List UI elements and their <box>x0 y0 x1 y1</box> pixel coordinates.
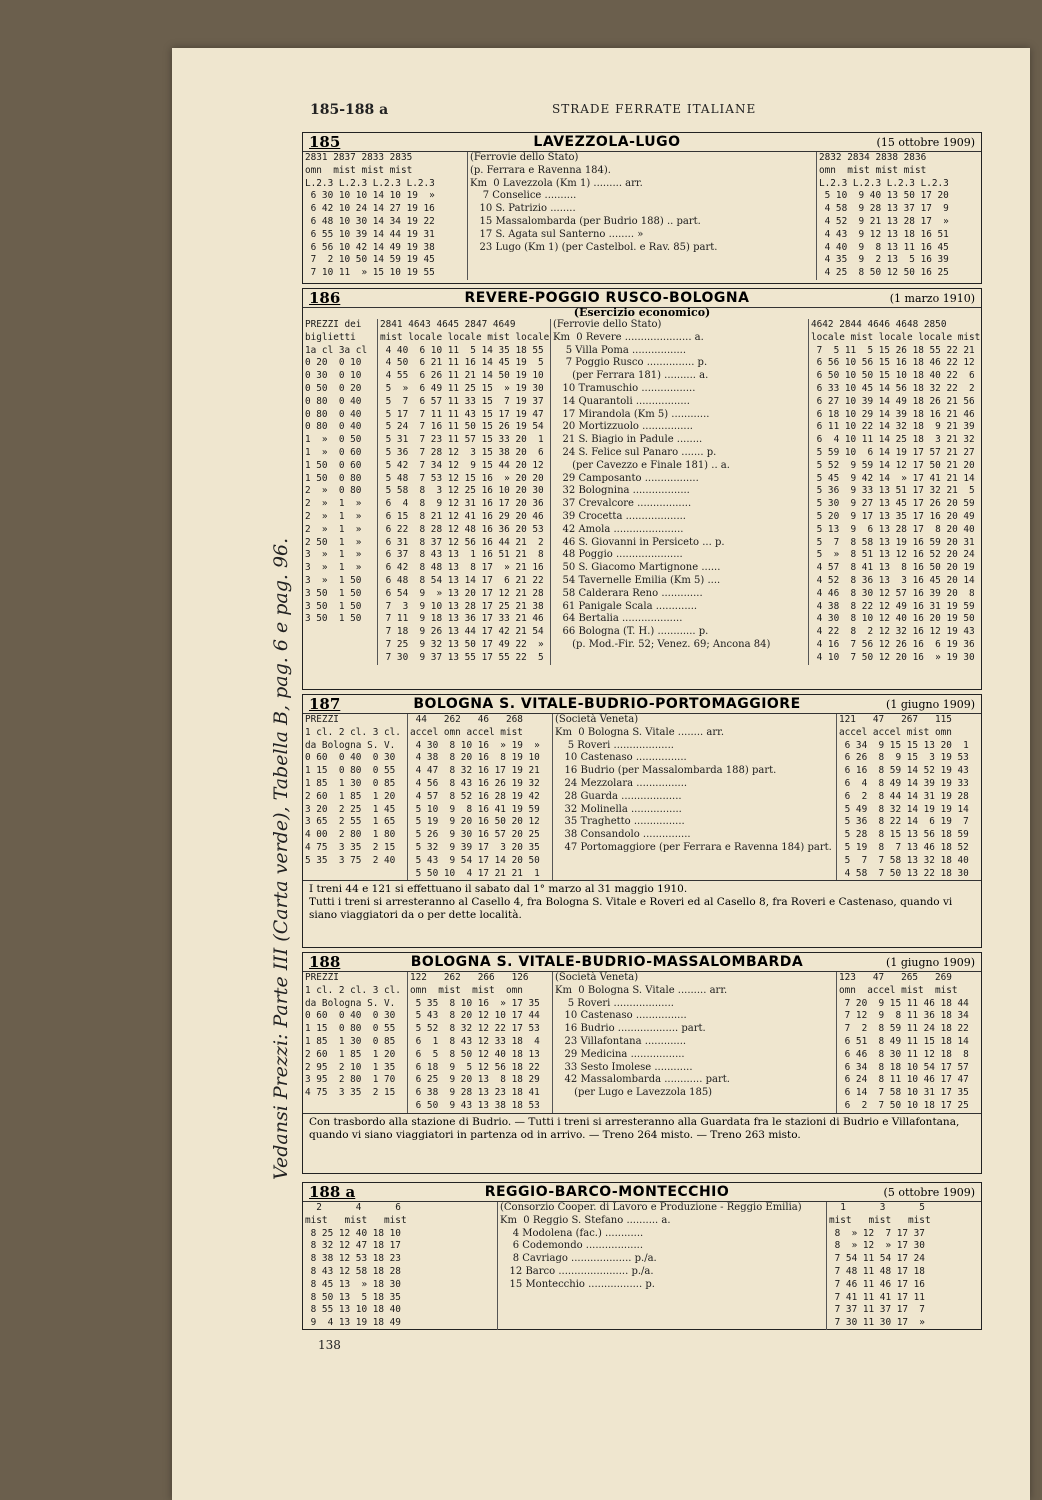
table-187 <box>302 694 982 948</box>
up-trains: 123 47 265 269 omn accel mist mist 7 20 9 15 11 46 18 44 7 12 9 8 11 36 18 34 7 2 8 59 11 24 18 22 6 51 8 49 11 15 18 14 6 46 8 30 11 12 18 8 6 34 8 18 10 54 17 57 6 24 8 11 10 46 17 47 6 14 7 58 10 31 17 35 6 2 7 50 10 18 17 25 <box>839 972 969 1111</box>
page-header <box>310 102 980 118</box>
table-title: BOLOGNA S. VITALE-BUDRIO-PORTOMAGGIORE <box>413 696 801 712</box>
fares: PREZZI 1 cl. 2 cl. 3 cl. da Bologna S. V. 0 60 0 40 0 30 1 15 0 80 0 55 1 85 1 30 0 85 2 60 1 85 1 20 2 95 2 10 1 35 3 95 2 80 1 70 4 75 3 35 2 15 <box>303 972 408 1113</box>
table-date: (1 marzo 1910) <box>889 291 975 305</box>
table-number: 188 <box>309 953 341 971</box>
table-185 <box>302 132 982 284</box>
table-title: LAVEZZOLA-LUGO <box>533 134 681 150</box>
note-line-1: I treni 44 e 121 si effettuano il sabato dal 1° marzo al 31 maggio 1910. <box>309 883 688 896</box>
table-date: (1 giugno 1909) <box>886 955 975 969</box>
table-title: REVERE-POGGIO RUSCO-BOLOGNA <box>464 290 750 306</box>
table-title: REGGIO-BARCO-MONTECCHIO <box>484 1184 730 1200</box>
table-186 <box>302 288 982 690</box>
table-subtitle: (Esercizio economico) <box>573 306 711 319</box>
down-trains: 2831 2837 2833 2835 omn mist mist mist L.2.3 L.2.3 L.2.3 L.2.3 6 30 10 10 14 10 19 » 6 42 10 24 14 27 19 16 6 48 10 30 14 34 19 22 6 55 10 39 14 44 19 31 6 56 10 42 14 49 19 38 7 2 10 50 14 59 19 45 7 10 11 » 15 10 19 55 <box>303 152 468 280</box>
table-188a-body <box>303 1202 981 1330</box>
table-date: (5 ottobre 1909) <box>883 1185 975 1199</box>
side-note-text: Vedansi Prezzi: Parte III (Carta verde), Tabella B, pag. 6 e pag. 96. <box>270 537 292 1180</box>
page-number: 138 <box>318 1338 341 1352</box>
table-188-body <box>303 972 981 1113</box>
table-note: Con trasbordo alla stazione di Budrio. — Tutti i treni si arresteranno alla Guardata fra le stazioni di Budrio e Villafontana, quando vi siano viaggiatori in partenza od in arrivo. — Treno 264 misto. — Treno 263 misto. <box>303 1113 981 1144</box>
table-188a <box>302 1182 982 1330</box>
table-186-body <box>303 319 981 665</box>
table-188 <box>302 952 982 1174</box>
running-title: STRADE FERRATE ITALIANE <box>551 102 757 116</box>
table-185-header <box>303 133 981 152</box>
table-number: 186 <box>309 289 341 307</box>
page-range: 185-188 a <box>310 102 389 118</box>
down-trains: 2 4 6 mist mist mist 8 25 12 40 18 10 8 32 12 47 18 17 8 38 12 53 18 23 8 43 12 58 18 28 8 45 13 » 18 30 8 50 13 5 18 35 8 55 13 10 18 40 9 4 13 19 18 49 <box>303 1202 498 1330</box>
fares: PREZZI 1 cl. 2 cl. 3 cl. da Bologna S. V. 0 60 0 40 0 30 1 15 0 80 0 55 1 85 1 30 0 85 2 60 1 85 1 20 3 20 2 25 1 45 3 65 2 55 1 65 4 00 2 80 1 80 4 75 3 35 2 15 5 35 3 75 2 40 <box>303 714 408 880</box>
stations: (Ferrovie dello Stato) (p. Ferrara e Ravenna 184). Km 0 Lavezzola (Km 1) ......... arr. 7 Conselice .......... 10 S. Patrizio ........ 15 Massalombarda (per Budrio 188) .. part. 17 S. Agata sul Santerno ........ » 23 Lugo (Km 1) (per Castelbol. e Rav. 85) part. <box>468 152 817 280</box>
table-number: 187 <box>309 695 341 713</box>
stations: (Consorzio Cooper. di Lavoro e Produzione - Reggio Emilia) Km 0 Reggio S. Stefano .......... a. 4 Modolena (fac.) ............ 6 Codemondo .................. 8 Cavriago ................... p./a. 12 Barco ...................... p./a. 15 Montecchio ................. p. <box>498 1202 827 1330</box>
side-note <box>262 300 302 1180</box>
table-date: (1 giugno 1909) <box>886 697 975 711</box>
stations: (Ferrovie dello Stato) Km 0 Revere ..................... a. 5 Villa Poma ................. 7 Poggio Rusco ............... p. (per Ferrara 181) .......... a. 10 Tramuschio ................. 14 Quarantoli ................. 17 Mirandola (Km 5) ............ 20 Mortizzuolo ................ 21 S. Biagio in Padule ........ 24 S. Felice sul Panaro ....... p. (per Cavezzo e Finale 181) .. a. 29 Camposanto ................. 32 Bolognina .................. 37 Crevalcore ................. 39 Crocetta ................... 42 Amola ...................... 46 S. Giovanni in Persiceto ... p. 48 Poggio ..................... 50 S. Giacomo Martignone ...... 54 Tavernelle Emilia (Km 5) .... 58 Calderara Reno ............. 61 Panigale Scala ............. 64 Bertalia ................... 66 Bologna (T. H.) ............ p. (p. Mod.-Fir. 52; Venez. 69; Ancona 84) <box>551 319 809 665</box>
table-187-header <box>303 695 981 714</box>
stations: (Società Veneta) Km 0 Bologna S. Vitale ......... arr. 5 Roveri ................... 10 Castenaso ................ 16 Budrio ................... part. 23 Villafontana ............. 29 Medicina ................. 33 Sesto Imolese ............ 42 Massalombarda ............ part. (per Lugo e Lavezzola 185) <box>553 972 837 1113</box>
table-187-body <box>303 714 981 880</box>
up-trains: 2832 2834 2838 2836 omn mist mist mist L.2.3 L.2.3 L.2.3 L.2.3 5 10 9 40 13 50 17 20 4 58 9 28 13 37 17 9 4 52 9 21 13 28 17 » 4 43 9 12 13 18 16 51 4 40 9 8 13 11 16 45 4 35 9 2 13 5 16 39 4 25 8 50 12 50 16 25 <box>819 152 949 279</box>
fares: PREZZI dei biglietti 1a cl 3a cl 0 20 0 10 0 30 0 10 0 50 0 20 0 80 0 40 0 80 0 40 0 80 0 40 1 » 0 50 1 » 0 60 1 50 0 60 1 50 0 80 2 » 0 80 2 » 1 » 2 » 1 » 2 » 1 » 2 50 1 » 3 » 1 » 3 » 1 » 3 » 1 50 3 50 1 50 3 50 1 50 3 50 1 50 <box>303 319 378 665</box>
table-title: BOLOGNA S. VITALE-BUDRIO-MASSALOMBARDA <box>410 954 804 970</box>
table-188-header <box>303 953 981 972</box>
down-trains: 2841 4643 4645 2847 4649 mist locale locale mist locale 4 40 6 10 11 5 14 35 18 55 4 50 6 21 11 16 14 45 19 5 4 55 6 26 11 21 14 50 19 10 5 » 6 49 11 25 15 » 19 30 5 7 6 57 11 33 15 7 19 37 5 17 7 11 11 43 15 17 19 47 5 24 7 16 11 50 15 26 19 54 5 31 7 23 11 57 15 33 20 1 5 36 7 28 12 3 15 38 20 6 5 42 7 34 12 9 15 44 20 12 5 48 7 53 12 15 16 » 20 20 5 58 8 3 12 25 16 10 20 30 6 4 8 9 12 31 16 17 20 36 6 15 8 21 12 41 16 29 20 46 6 22 8 28 12 48 16 36 20 53 6 31 8 37 12 56 16 44 21 2 6 37 8 43 13 1 16 51 21 8 6 42 8 48 13 8 17 » 21 16 6 48 8 54 13 14 17 6 21 22 6 54 9 » 13 20 17 12 21 28 7 3 9 10 13 28 17 25 21 38 7 11 9 18 13 36 17 33 21 46 7 18 9 26 13 44 17 42 21 54 7 25 9 32 13 50 17 49 22 » 7 30 9 37 13 55 17 55 22 5 <box>380 319 550 663</box>
down-trains: 44 262 46 268 accel omn accel mist 4 30 8 10 16 » 19 » 4 38 8 20 16 8 19 10 4 47 8 32 16 17 19 21 4 56 8 43 16 26 19 32 4 57 8 52 16 28 19 42 5 10 9 8 16 41 19 59 5 19 9 20 16 50 20 12 5 26 9 30 16 57 20 25 5 32 9 39 17 3 20 35 5 43 9 54 17 14 20 50 5 50 10 4 17 21 21 1 <box>408 714 553 880</box>
down-trains: 122 262 266 126 omn mist mist omn 5 35 8 10 16 » 17 35 5 43 8 20 12 10 17 44 5 52 8 32 12 22 17 53 6 1 8 43 12 33 18 4 6 5 8 50 12 40 18 13 6 18 9 5 12 56 18 22 6 25 9 20 13 8 18 29 6 38 9 28 13 23 18 41 6 50 9 43 13 38 18 53 <box>408 972 553 1113</box>
stations: (Società Veneta) Km 0 Bologna S. Vitale ........ arr. 5 Roveri ................... 10 Castenaso ................ 16 Budrio (per Massalombarda 188) part. 24 Mezzolara ................ 28 Guarda ................... 32 Molinella ................ 35 Traghetto ................ 38 Consandolo ............... 47 Portomaggiore (per Ferrara e Ravenna 184) part. <box>553 714 837 880</box>
table-number: 188 a <box>309 1183 356 1201</box>
table-188a-header <box>303 1183 981 1202</box>
table-185-body <box>303 152 981 280</box>
table-number: 185 <box>309 133 341 151</box>
up-trains: 4642 2844 4646 4648 2850 locale mist locale locale mist 7 5 11 5 15 26 18 55 22 21 6 56 10 56 15 16 18 46 22 12 6 50 10 50 15 10 18 40 22 6 6 33 10 45 14 56 18 32 22 2 6 27 10 39 14 49 18 26 21 56 6 18 10 29 14 39 18 16 21 46 6 11 10 22 14 32 18 9 21 39 6 4 10 11 14 25 18 3 21 32 5 59 10 6 14 19 17 57 21 27 5 52 9 59 14 12 17 50 21 20 5 45 9 42 14 » 17 41 21 14 5 36 9 33 13 51 17 32 21 5 5 30 9 27 13 45 17 26 20 59 5 20 9 17 13 35 17 16 20 49 5 13 9 6 13 28 17 8 20 40 5 7 8 58 13 19 16 59 20 31 5 » 8 51 13 12 16 52 20 24 4 57 8 41 13 8 16 50 20 19 4 52 8 36 13 3 16 45 20 14 4 46 8 30 12 57 16 39 20 8 4 38 8 22 12 49 16 31 19 59 4 30 8 10 12 40 16 20 19 50 4 22 8 2 12 32 16 12 19 43 4 16 7 56 12 26 16 6 19 36 4 10 7 50 12 20 16 » 19 30 <box>811 319 981 663</box>
table-date: (15 ottobre 1909) <box>876 135 975 149</box>
table-note <box>303 880 981 924</box>
note-line-2: Tutti i treni si arresteranno al Casello 4, fra Bologna S. Vitale e Roveri ed al Casello 8, fra Roveri e Castenaso, quando vi siano viaggiatori da o per dette località. <box>309 896 953 922</box>
up-trains: 1 3 5 mist mist mist 8 » 12 7 17 37 8 » 12 » 17 30 7 54 11 54 17 24 7 48 11 48 17 18 7 46 11 46 17 16 7 41 11 41 17 11 7 37 11 37 17 7 7 30 11 30 17 » <box>829 1202 931 1329</box>
up-trains: 121 47 267 115 accel accel mist omn 6 34 9 15 15 13 20 1 6 26 8 9 15 3 19 53 6 16 8 59 14 52 19 43 6 4 8 49 14 39 19 33 6 2 8 44 14 31 19 28 5 49 8 32 14 19 19 14 5 36 8 22 14 6 19 7 5 28 8 15 13 56 18 59 5 19 8 7 13 46 18 52 5 7 7 58 13 32 18 40 4 58 7 50 13 22 18 30 <box>839 714 969 879</box>
